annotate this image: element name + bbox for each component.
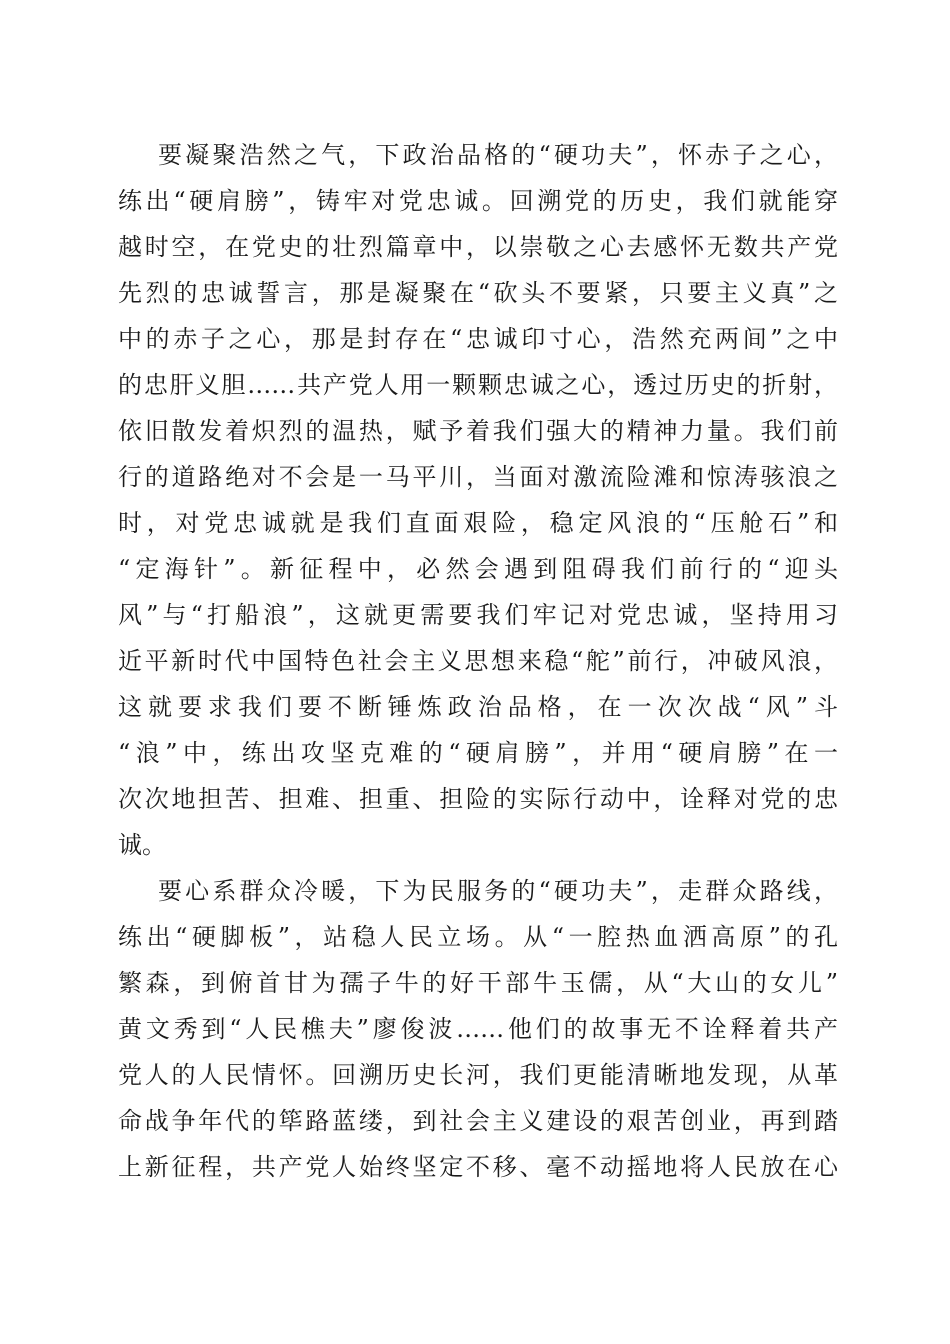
text-line: 练出“硬脚板”，站稳人民立场。从“一腔热血洒高原”的孔 bbox=[118, 923, 838, 951]
text-line: 依旧散发着炽烈的温热，赋予着我们强大的精神力量。我们前 bbox=[118, 417, 838, 445]
text-line: 诚。 bbox=[118, 831, 166, 859]
paragraph-people bbox=[118, 868, 838, 1190]
text-line: 这就要求我们要不断锤炼政治品格，在一次次战“风”斗 bbox=[118, 693, 838, 721]
text-line: 的忠肝义胆……共产党人用一颗颗忠诚之心，透过历史的折射， bbox=[118, 371, 838, 399]
text-line: 次次地担苦、担难、担重、担险的实际行动中，诠释对党的忠 bbox=[118, 785, 838, 813]
text-line: 黄文秀到“人民樵夫”廖俊波……他们的故事无不诠释着共产 bbox=[118, 1015, 838, 1043]
text-line: 越时空，在党史的壮烈篇章中，以崇敬之心去感怀无数共产党 bbox=[118, 233, 838, 261]
text-line: 要凝聚浩然之气，下政治品格的“硬功夫”，怀赤子之心， bbox=[158, 141, 838, 169]
text-line: 先烈的忠诚誓言，那是凝聚在“砍头不要紧，只要主义真”之 bbox=[118, 279, 838, 307]
text-line: 中的赤子之心，那是封存在“忠诚印寸心，浩然充两间”之中 bbox=[118, 325, 838, 353]
text-line: 近平新时代中国特色社会主义思想来稳“舵”前行，冲破风浪， bbox=[118, 647, 838, 675]
text-line: “浪”中，练出攻坚克难的“硬肩膀”，并用“硬肩膀”在一 bbox=[118, 739, 838, 767]
text-line: 风”与“打船浪”，这就更需要我们牢记对党忠诚，坚持用习 bbox=[118, 601, 838, 629]
text-line: 练出“硬肩膀”，铸牢对党忠诚。回溯党的历史，我们就能穿 bbox=[118, 187, 838, 215]
paragraph-loyalty bbox=[118, 132, 838, 868]
text-line: 党人的人民情怀。回溯历史长河，我们更能清晰地发现，从革 bbox=[118, 1061, 838, 1089]
text-line: “定海针”。新征程中，必然会遇到阻碍我们前行的“迎头 bbox=[118, 555, 838, 583]
text-line: 繁森，到俯首甘为孺子牛的好干部牛玉儒，从“大山的女儿” bbox=[118, 969, 838, 997]
text-line: 行的道路绝对不会是一马平川，当面对激流险滩和惊涛骇浪之 bbox=[118, 463, 838, 491]
text-line: 命战争年代的筚路蓝缕，到社会主义建设的艰苦创业，再到踏 bbox=[118, 1107, 838, 1135]
text-line: 上新征程，共产党人始终坚定不移、毫不动摇地将人民放在心 bbox=[118, 1153, 838, 1181]
body-text bbox=[118, 132, 838, 1190]
text-line: 要心系群众冷暖，下为民服务的“硬功夫”，走群众路线， bbox=[158, 877, 838, 905]
text-line: 时，对党忠诚就是我们直面艰险，稳定风浪的“压舱石”和 bbox=[118, 509, 838, 537]
